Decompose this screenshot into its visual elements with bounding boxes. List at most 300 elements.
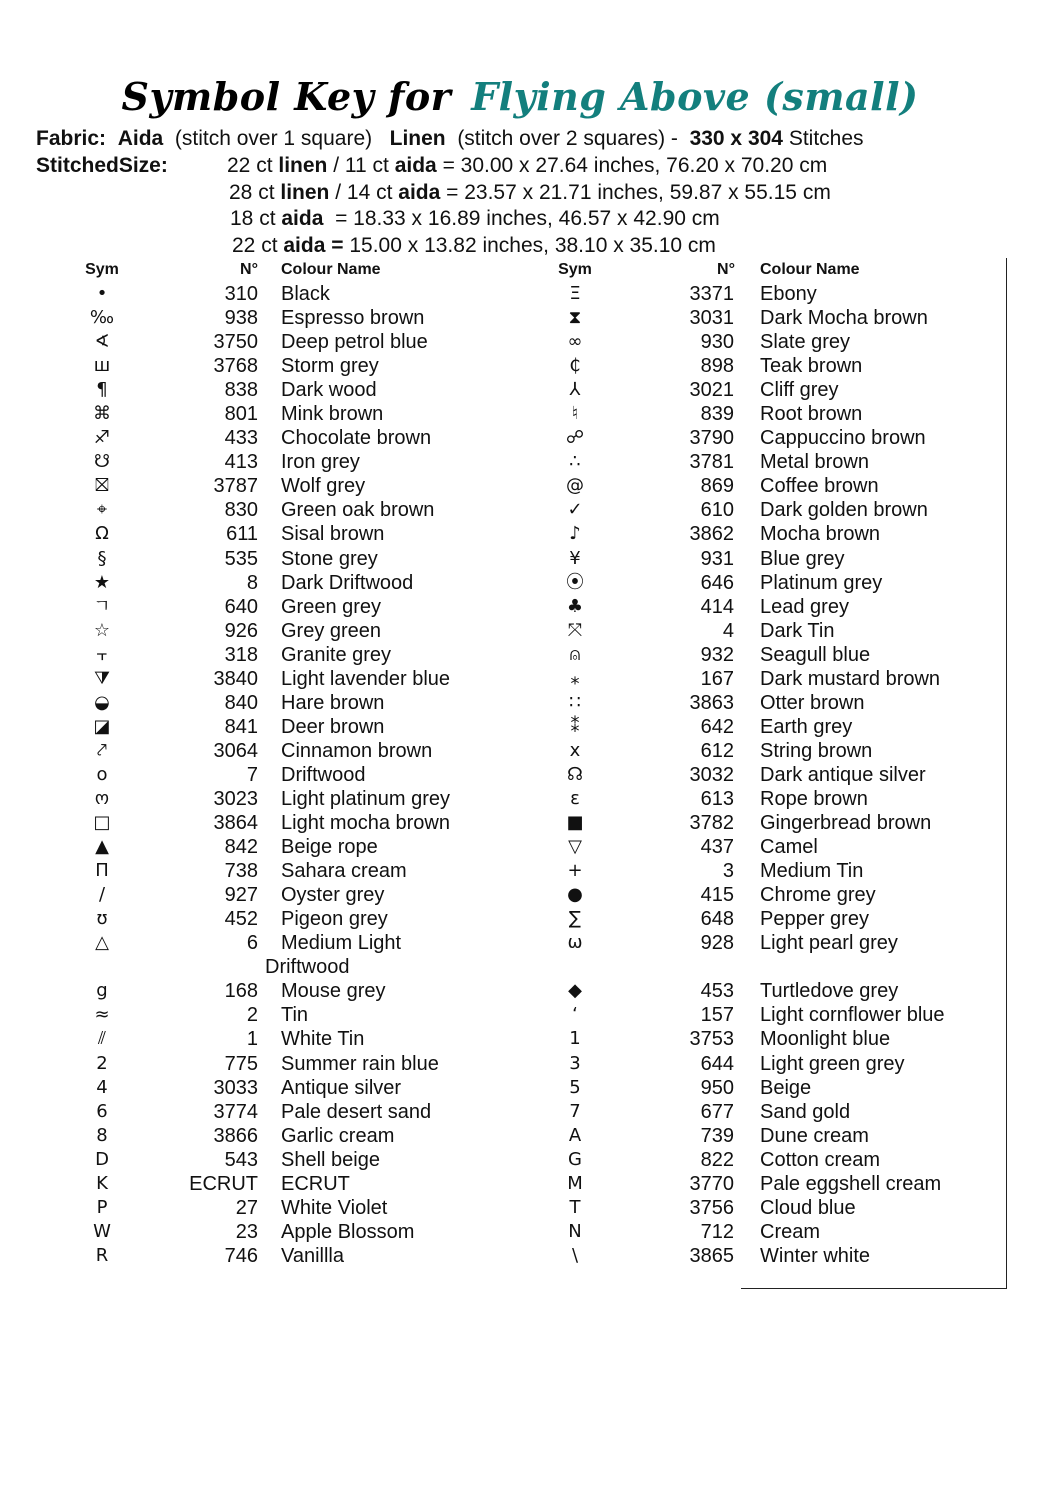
colour-name: Mocha brown [760, 523, 881, 546]
colour-name: Seagull blue [760, 643, 871, 666]
colour-name: Beige [760, 1076, 812, 1099]
floss-number: 842 [224, 836, 258, 859]
floss-number: 4 [722, 619, 734, 642]
floss-number: 3787 [213, 475, 258, 498]
table-row [80, 378, 520, 402]
colour-name: Antique silver [281, 1076, 402, 1099]
colour-name: Mink brown [281, 403, 384, 426]
table-row [555, 282, 995, 306]
stitch-symbol-icon: ‰ [89, 307, 115, 329]
stitch-symbol-icon: ♪ [569, 523, 581, 545]
table-row [555, 1003, 995, 1027]
colour-name: Hare brown [281, 691, 385, 714]
colour-name: Rope brown [760, 787, 868, 810]
table-row [80, 450, 520, 474]
colour-name: Light pearl grey [760, 932, 898, 955]
table-row [555, 859, 995, 883]
table-row [80, 571, 520, 595]
floss-number: 3371 [689, 283, 734, 305]
table-row [555, 1196, 995, 1220]
colour-name: Dark wood [281, 379, 377, 402]
colour-name: Coffee brown [760, 475, 879, 498]
colour-name: Green oak brown [281, 499, 435, 522]
stitch-symbol-icon: \ [571, 1244, 579, 1266]
stitch-symbol-icon: ⫽ [97, 1028, 107, 1050]
floss-number: 8 [246, 571, 258, 594]
colour-name: Sisal brown [281, 523, 385, 546]
stitch-symbol-icon: ⫟ [96, 643, 108, 665]
stitch-symbol-icon: ⌖ [96, 499, 108, 521]
floss-number: 648 [700, 908, 734, 931]
stitch-symbol-icon: Ξ [569, 283, 581, 304]
colour-name: Camel [760, 836, 818, 859]
table-row [555, 787, 995, 811]
floss-number: 3768 [213, 355, 258, 378]
floss-number: 926 [224, 619, 258, 642]
colour-name: Shell beige [281, 1148, 380, 1171]
table-row [80, 402, 520, 426]
stitch-symbol-icon: ♣ [566, 595, 584, 617]
floss-number: 3862 [689, 523, 734, 546]
stitch-symbol-icon: W [93, 1220, 111, 1242]
stitch-symbol-icon: ⅄ [569, 379, 581, 401]
table-row [555, 931, 995, 955]
stitch-symbol-icon: ◒ [94, 691, 110, 713]
stitch-symbol-icon: △ [95, 932, 109, 954]
colour-name: Chrome grey [760, 884, 876, 907]
table-row [80, 354, 520, 378]
floss-number: 801 [224, 403, 258, 426]
colour-name: Deer brown [281, 715, 385, 738]
floss-number: 739 [700, 1124, 734, 1147]
stitched-size-label: StitchedSize: [36, 154, 168, 177]
stitch-symbol-icon: ☊ [567, 763, 583, 785]
bottom-rule [741, 1288, 1007, 1289]
table-row [555, 907, 995, 931]
table-row [555, 763, 995, 787]
colour-name: Dark Tin [760, 619, 835, 642]
table-row [80, 282, 520, 306]
colour-name: Light platinum grey [281, 787, 450, 810]
floss-number: 931 [700, 547, 734, 570]
floss-number: 610 [700, 499, 734, 522]
colour-name: White Tin [281, 1028, 365, 1051]
table-row [80, 1172, 520, 1196]
table-row [80, 763, 520, 787]
page-title [0, 74, 1040, 119]
table-row [555, 522, 995, 546]
stitch-symbol-icon: ⁑ [570, 715, 580, 737]
stitch-symbol-icon: ო [94, 787, 110, 809]
colour-name: Turtledove grey [760, 980, 899, 1003]
colour-name: Light green grey [760, 1052, 905, 1075]
stitch-symbol-icon: ⌘ [93, 403, 111, 425]
table-row [555, 402, 995, 426]
colour-name: Sand gold [760, 1100, 851, 1123]
floss-number: 3840 [213, 667, 258, 690]
floss-number: 2 [246, 1004, 258, 1027]
floss-number: 3064 [213, 739, 258, 762]
table-row [555, 1027, 995, 1051]
colour-name: White Violet [281, 1196, 388, 1219]
table-row [555, 474, 995, 498]
stitch-symbol-icon: ⧗ [568, 307, 582, 329]
colour-name: Pale desert sand [281, 1100, 432, 1123]
col-header-num: N° [240, 261, 258, 278]
floss-number: 646 [700, 571, 734, 594]
table-row [80, 667, 520, 691]
stitch-symbol-icon: + [567, 860, 583, 882]
table-row [80, 1076, 520, 1100]
table-row [555, 1244, 995, 1268]
floss-number: 677 [700, 1100, 734, 1123]
table-row [80, 1220, 520, 1244]
floss-number: 1 [246, 1028, 258, 1051]
table-row [80, 859, 520, 883]
stitch-symbol-icon: ⛝ [95, 475, 109, 497]
table-row [555, 450, 995, 474]
colour-name: Granite grey [281, 643, 392, 666]
stitch-symbol-icon: ⍝ [569, 643, 581, 665]
floss-number: 3864 [213, 812, 258, 835]
colour-name: Light lavender blue [281, 667, 451, 690]
stitch-symbol-icon: ∷ [569, 691, 581, 713]
table-row [80, 931, 520, 955]
stitch-symbol-icon: ¥ [569, 547, 581, 569]
table-row [555, 811, 995, 835]
stitch-symbol-icon: R [95, 1244, 109, 1266]
table-row [80, 1148, 520, 1172]
colour-name: ECRUT [281, 1172, 350, 1195]
floss-number: 3790 [689, 427, 734, 450]
table-row [80, 811, 520, 835]
table-row [555, 739, 995, 763]
table-row [555, 306, 995, 330]
floss-number: 433 [224, 427, 258, 450]
stitch-symbol-icon: ∞ [567, 331, 583, 353]
floss-number: 415 [700, 884, 734, 907]
floss-number: 839 [700, 403, 734, 426]
stitch-symbol-icon: ■ [566, 812, 584, 834]
table-row [555, 1148, 995, 1172]
table-row [80, 1052, 520, 1076]
colour-name: Oyster grey [281, 884, 385, 907]
stitch-symbol-icon: ♐ [93, 427, 111, 449]
floss-number: 822 [700, 1148, 734, 1171]
stitched-size-line: 22 ct linen / 11 ct aida = 30.00 x 27.64 inches, 76.20 x 70.20 cm [227, 154, 828, 177]
floss-number: 437 [700, 836, 734, 859]
floss-number: 869 [700, 475, 734, 498]
stitch-symbol-icon: T [569, 1196, 581, 1218]
stitch-symbol-icon: ㄱ [93, 595, 111, 617]
table-row [555, 691, 995, 715]
table-row [555, 715, 995, 739]
colour-name: Ebony [760, 283, 817, 305]
fabric-linen-note: (stitch over 2 squares) - [457, 127, 678, 150]
table-header [80, 260, 520, 282]
table-row [80, 739, 520, 763]
fabric-aida: Aida [117, 127, 164, 150]
floss-number: 644 [700, 1052, 734, 1075]
table-row [555, 619, 995, 643]
table-row [555, 667, 995, 691]
colour-name: Dark Mocha brown [760, 307, 928, 330]
stitch-count: 330 x 304 [689, 127, 783, 150]
key-table-right [555, 260, 995, 1268]
title-lead: Symbol Key for [121, 74, 452, 119]
col-header-sym: Sym [558, 261, 592, 278]
floss-number: 775 [224, 1052, 258, 1075]
colour-name: Lead grey [760, 595, 849, 618]
floss-number: 927 [224, 884, 258, 907]
stitch-symbol-icon: ⧩ [93, 667, 111, 689]
stitch-symbol-icon: K [96, 1172, 108, 1194]
table-row [555, 835, 995, 859]
table-row [555, 1100, 995, 1124]
colour-name: Grey green [281, 619, 382, 642]
floss-number: 950 [700, 1076, 734, 1099]
colour-name: Platinum grey [760, 571, 883, 594]
stitch-symbol-icon: ω [567, 932, 583, 954]
stitch-symbol-icon: Ω [95, 523, 109, 545]
floss-number: 3031 [689, 307, 734, 330]
floss-number: 535 [224, 547, 258, 570]
colour-name: Medium Light [281, 932, 402, 955]
floss-number: 3774 [213, 1100, 258, 1123]
col-header-name: Colour Name [760, 261, 860, 278]
floss-number: 3 [722, 860, 734, 883]
right-border-line [1006, 258, 1007, 1289]
floss-number: 168 [224, 980, 258, 1003]
colour-name: Dune cream [760, 1124, 869, 1147]
floss-number: 413 [224, 451, 258, 474]
floss-number: 612 [700, 739, 734, 762]
table-row [555, 979, 995, 1003]
stitch-symbol-icon: ш [93, 355, 111, 377]
table-row [80, 1027, 520, 1051]
table-row [555, 1172, 995, 1196]
table-row [80, 715, 520, 739]
col-header-sym: Sym [85, 261, 119, 278]
col-header-num: N° [717, 261, 735, 278]
colour-name: Dark mustard brown [760, 667, 941, 690]
stitch-symbol-icon: ♮ [571, 403, 579, 425]
colour-name: Pale eggshell cream [760, 1172, 942, 1195]
stitch-suffix: Stitches [788, 127, 864, 150]
table-row [80, 498, 520, 522]
table-row [80, 595, 520, 619]
floss-number: 167 [700, 667, 734, 690]
stitched-size-line: 18 ct aida = 18.33 x 16.89 inches, 46.57 x 42.90 cm [230, 207, 720, 230]
colour-name: Iron grey [281, 451, 360, 474]
table-header [555, 260, 995, 282]
table-row [555, 354, 995, 378]
fabric-aida-note: (stitch over 1 square) [174, 127, 373, 150]
stitch-symbol-icon: D [95, 1148, 109, 1170]
floss-number: 310 [224, 283, 258, 305]
colour-name: Teak brown [760, 355, 863, 378]
stitch-symbol-icon: ⤤ [96, 739, 108, 761]
colour-name: Cream [760, 1220, 821, 1243]
floss-number: 452 [224, 908, 258, 931]
fabric-linen: Linen [389, 127, 446, 150]
colour-name: Gingerbread brown [760, 812, 932, 835]
stitch-symbol-icon: 1 [569, 1028, 581, 1050]
table-row [80, 835, 520, 859]
table-row [80, 330, 520, 354]
floss-number: 746 [224, 1244, 258, 1267]
colour-name: Moonlight blue [760, 1028, 891, 1051]
colour-name: Pigeon grey [281, 908, 388, 931]
colour-name: Chocolate brown [281, 427, 432, 450]
stitch-symbol-icon: • [96, 283, 108, 304]
stitch-symbol-icon: ∴ [569, 451, 581, 473]
table-row [555, 571, 995, 595]
colour-name: Espresso brown [281, 307, 425, 330]
stitch-symbol-icon: ☆ [93, 619, 111, 641]
colour-name: Metal brown [760, 451, 869, 474]
stitch-symbol-icon: / [98, 884, 106, 906]
colour-name: Cotton cream [760, 1148, 881, 1171]
stitch-symbol-icon: ☍ [565, 427, 585, 449]
floss-number: 840 [224, 691, 258, 714]
stitch-symbol-icon: 5 [569, 1076, 581, 1098]
floss-number: 3021 [689, 379, 734, 402]
floss-number: 3770 [689, 1172, 734, 1195]
stitch-symbol-icon: P [96, 1196, 108, 1218]
colour-name: Slate grey [760, 331, 851, 354]
table-row [80, 1196, 520, 1220]
table-row [80, 907, 520, 931]
colour-name: Stone grey [281, 547, 378, 570]
colour-name: Beige rope [281, 836, 378, 859]
colour-name: Medium Tin [760, 860, 864, 883]
floss-number: 841 [224, 715, 258, 738]
colour-name: Winter white [760, 1244, 871, 1267]
floss-number: 640 [224, 595, 258, 618]
colour-name: Sahara cream [281, 860, 407, 883]
colour-name: Cloud blue [760, 1196, 856, 1219]
table-row [80, 522, 520, 546]
colour-name: Earth grey [760, 715, 853, 738]
table-row [80, 547, 520, 571]
stitch-symbol-icon: ▲ [95, 836, 109, 858]
table-row [555, 1220, 995, 1244]
pattern-name: Flying Above (small) [471, 74, 919, 119]
floss-number: 3782 [689, 812, 734, 835]
floss-number: 3863 [689, 691, 734, 714]
stitch-symbol-icon: ✓ [567, 499, 583, 521]
floss-number: 6 [246, 932, 258, 955]
colour-name: Mouse grey [281, 980, 386, 1003]
table-row [80, 474, 520, 498]
key-rows-left [80, 282, 520, 1268]
floss-number: 930 [700, 331, 734, 354]
colour-name: Blue grey [760, 547, 845, 570]
stitch-symbol-icon: ≈ [94, 1004, 110, 1026]
stitch-symbol-icon: 4 [96, 1076, 108, 1098]
col-header-name: Colour Name [281, 261, 381, 278]
stitch-symbol-icon: ɛ [570, 787, 580, 809]
table-row [80, 787, 520, 811]
floss-number: 613 [700, 787, 734, 810]
stitch-symbol-icon: ◪ [93, 715, 111, 737]
stitch-symbol-icon: § [97, 547, 107, 569]
stitch-symbol-icon: 7 [569, 1100, 581, 1122]
floss-number: ECRUT [189, 1172, 258, 1195]
colour-name: Cliff grey [760, 379, 839, 402]
colour-name: Light mocha brown [281, 812, 450, 835]
table-row [555, 955, 995, 979]
table-row [80, 426, 520, 450]
table-row [80, 979, 520, 1003]
colour-name: Otter brown [760, 691, 865, 714]
stitch-symbol-icon: Π [95, 860, 109, 882]
table-row [555, 883, 995, 907]
floss-number: 414 [700, 595, 734, 618]
colour-name: Root brown [760, 403, 863, 426]
colour-name-continued: Driftwood [265, 956, 350, 979]
floss-number: 3865 [689, 1244, 734, 1267]
colour-name: Cinnamon brown [281, 739, 433, 762]
floss-number: 898 [700, 355, 734, 378]
floss-number: 543 [224, 1148, 258, 1171]
stitch-symbol-icon: □ [93, 812, 111, 834]
colour-name: Vanillla [281, 1244, 344, 1267]
floss-number: 27 [235, 1196, 258, 1219]
stitch-symbol-icon: M [567, 1172, 583, 1194]
table-row [80, 691, 520, 715]
colour-name: Summer rain blue [281, 1052, 439, 1075]
colour-name: Apple Blossom [281, 1220, 415, 1243]
floss-number: 3032 [689, 763, 734, 786]
floss-number: 318 [224, 643, 258, 666]
table-row [555, 378, 995, 402]
key-table-left [80, 260, 520, 1268]
table-row [555, 1124, 995, 1148]
floss-number: 928 [700, 932, 734, 955]
floss-number: 738 [224, 860, 258, 883]
stitch-symbol-icon: g [96, 980, 108, 1002]
table-row [555, 643, 995, 667]
stitch-symbol-icon: ¶ [96, 379, 108, 401]
floss-number: 642 [700, 715, 734, 738]
table-row [80, 1244, 520, 1268]
colour-name: Wolf grey [281, 475, 366, 498]
stitch-symbol-icon: ▽ [568, 836, 582, 858]
colour-name: Dark golden brown [760, 499, 928, 522]
table-row [80, 619, 520, 643]
table-row [555, 595, 995, 619]
floss-number: 712 [700, 1220, 734, 1243]
table-row [555, 498, 995, 522]
stitch-symbol-icon: ∢ [94, 331, 110, 353]
stitch-symbol-icon: ‘ [572, 1004, 578, 1026]
floss-number: 3866 [213, 1124, 258, 1147]
table-row [80, 1100, 520, 1124]
stitch-symbol-icon: A [568, 1124, 582, 1146]
floss-number: 3023 [213, 787, 258, 810]
stitch-symbol-icon: ⤧ [567, 619, 583, 641]
table-row [80, 306, 520, 330]
floss-number: 3756 [689, 1196, 734, 1219]
table-row [555, 330, 995, 354]
colour-name: Pepper grey [760, 908, 869, 931]
stitch-symbol-icon: 6 [96, 1100, 108, 1122]
colour-name: Green grey [281, 595, 382, 618]
stitch-symbol-icon: ⁎ [570, 667, 580, 689]
floss-number: 932 [700, 643, 734, 666]
